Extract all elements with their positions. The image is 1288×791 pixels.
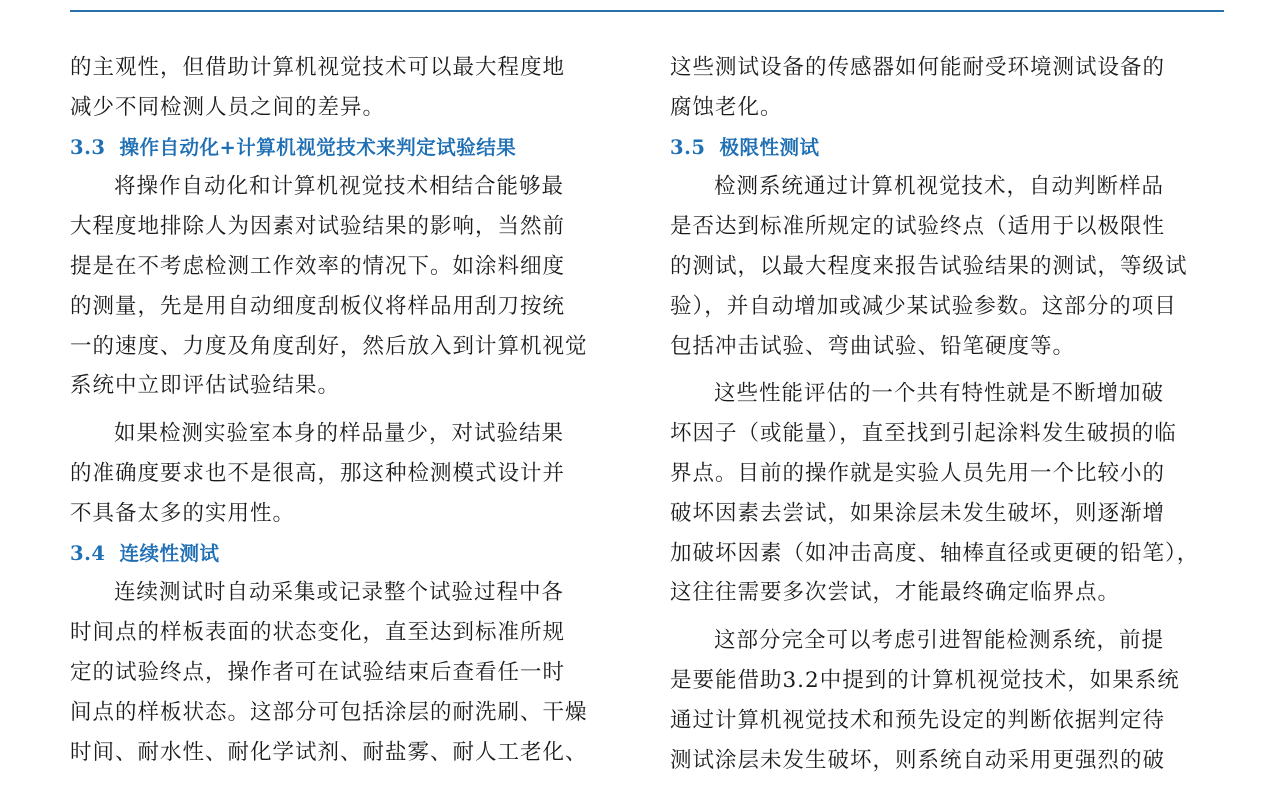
section-heading-3-4	[70, 534, 626, 574]
body-line: 将操作自动化和计算机视觉技术相结合能够最	[114, 174, 565, 200]
body-line: 包括冲击试验、弯曲试验、铅笔硬度等。	[670, 333, 1076, 359]
body-line: 这些测试设备的传感器如何能耐受环境测试设备的	[670, 55, 1166, 80]
body-line: 这往往需要多次尝试，才能最终确定临界点。	[670, 580, 1121, 606]
body-line: 是要能借助3.2中提到的计算机视觉技术，如果系统	[670, 667, 1180, 693]
left-column	[70, 48, 626, 772]
body-line: 通过计算机视觉技术和预先设定的判断依据判定待	[670, 707, 1166, 733]
body-line: 坏因子（或能量），直至找到引起涂料发生破损的临	[670, 421, 1177, 447]
body-line: 提是在不考虑检测工作效率的情况下。如涂料细度	[70, 253, 566, 279]
body-line: 验），并自动增加或减少某试验参数。这部分的项目	[670, 293, 1177, 319]
body-line: 一的速度、力度及角度刮好，然后放入到计算机视觉	[70, 333, 588, 359]
body-line: 的准确度要求也不是很高，那这种检测模式设计并	[70, 460, 566, 486]
body-line: 这些性能评估的一个共有特性就是不断增加破	[714, 381, 1165, 407]
header-rule	[70, 10, 1224, 12]
body-line: 系统中立即评估试验结果。	[70, 373, 341, 399]
body-line: 界点。目前的操作就是实验人员先用一个比较小的	[670, 460, 1166, 486]
body-line: 这部分完全可以考虑引进智能检测系统，前提	[714, 628, 1165, 654]
body-line: 测试涂层未发生破坏，则系统自动采用更强烈的破	[670, 747, 1166, 773]
body-line: 不具备太多的实用性。	[70, 500, 296, 526]
body-line: 加破坏因素（如冲击高度、轴棒直径或更硬的铅笔），	[670, 540, 1200, 566]
body-line: 大程度地排除人为因素对试验结果的影响，当然前	[70, 214, 566, 240]
body-line: 的测量，先是用自动细度刮板仪将样品用刮刀按统	[70, 293, 566, 319]
body-line: 定的试验终点，操作者可在试验结束后查看任一时	[70, 659, 566, 685]
body-line: 如果检测实验室本身的样品量少，对试验结果	[114, 421, 565, 447]
section-number: 3.4	[70, 541, 106, 565]
section-heading-3-5	[670, 128, 1226, 168]
body-line: 减少不同检测人员之间的差异。	[70, 94, 386, 120]
body-line: 腐蚀老化。	[670, 94, 783, 120]
section-title: 操作自动化+计算机视觉技术来判定试验结果	[119, 135, 517, 159]
body-line: 时间点的样板表面的状态变化，直至达到标准所规	[70, 620, 566, 646]
section-title: 极限性测试	[719, 135, 820, 159]
body-line: 时间、耐水性、耐化学试剂、耐盐雾、耐人工老化、	[70, 739, 588, 765]
section-title: 连续性测试	[119, 541, 220, 565]
body-line: 的测试，以最大程度来报告试验结果的测试，等级试	[670, 253, 1188, 279]
body-line: 连续测试时自动采集或记录整个试验过程中各	[114, 580, 565, 606]
body-line: 破坏因素去尝试，如果涂层未发生破坏，则逐渐增	[670, 500, 1166, 526]
section-heading-3-3	[70, 128, 626, 168]
body-line: 间点的样板状态。这部分可包括涂层的耐洗刷、干燥	[70, 699, 588, 725]
body-line: 是否达到标准所规定的试验终点（适用于以极限性	[670, 214, 1166, 240]
right-column	[670, 48, 1226, 780]
body-line: 的主观性，但借助计算机视觉技术可以最大程度地	[70, 55, 566, 80]
section-number: 3.3	[70, 135, 106, 159]
section-number: 3.5	[670, 135, 706, 159]
body-line: 检测系统通过计算机视觉技术，自动判断样品	[714, 174, 1165, 200]
